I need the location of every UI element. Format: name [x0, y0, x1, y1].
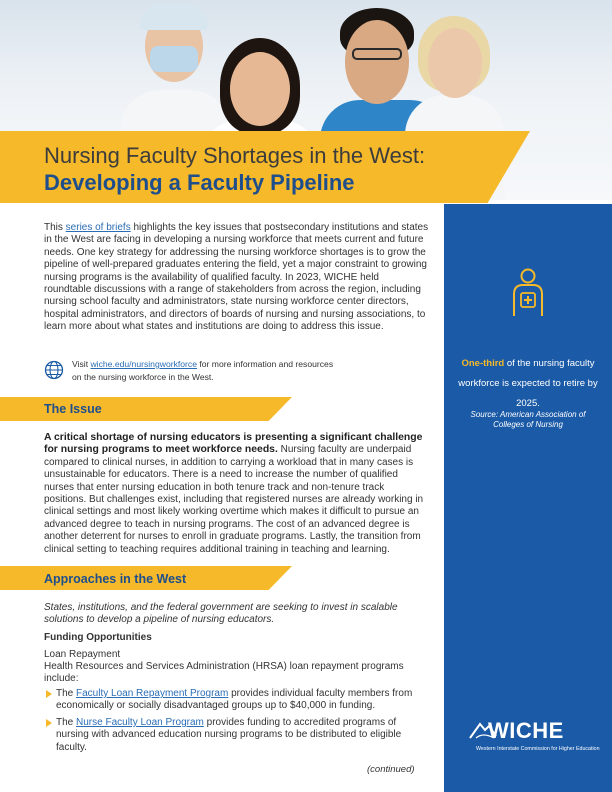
intro-paragraph [44, 222, 429, 334]
approaches-intro: States, institutions, and the federal government are seeking to invest in scalable solutions to develop a pipeline of nursing educators. [44, 602, 398, 626]
stat-source: Source: American Association of Colleges of Nursing [470, 410, 586, 429]
logo-wordmark: WICHE [488, 718, 564, 743]
bullet-triangle-icon [46, 690, 52, 698]
intro-body: highlights the key issues that postsecondary institutions and states in the West are facing in developing a nursing workforce that meets current and future needs. One key strategy for addressing the nursing workforce shortages is to grow the pipeline of well-prepared graduates entering the field, yet a major constraint to growing nursing programs is the availability of qualified faculty. In 2023, WICHE held roundtable discussions with a range of stakeholders from across the region, including nursing school faculty and administrators, state nursing workforce center directors, hospital administrators, and directors of boards of nursing and nursing associations, to learn more about what states and institutions are doing to address this issue. [44, 222, 429, 333]
nurse-faculty-loan-link[interactable]: Nurse Faculty Loan Program [76, 717, 204, 728]
bullet-triangle-icon [46, 719, 52, 727]
loan-text: Health Resources and Services Administration (HRSA) loan repayment programs include: [44, 661, 404, 685]
loan-heading: Loan Repayment [44, 649, 121, 660]
continued-note: (continued) [367, 764, 415, 775]
logo-tagline: Western Interstate Commission for Higher Education [476, 746, 600, 752]
bullet-prefix: The [56, 717, 77, 728]
faculty-loan-repayment-link[interactable]: Faculty Loan Repayment Program [76, 688, 229, 699]
page-title-line2: Developing a Faculty Pipeline [44, 170, 355, 195]
issue-paragraph [44, 432, 424, 556]
approaches-heading: Approaches in the West [44, 572, 187, 586]
bullet-text: provides individual faculty members from economically or socially disadvantaged groups up to $40,000 in funding. [56, 688, 413, 712]
stat-rest: of the nursing faculty workforce is expected to retire by 2025. [458, 358, 598, 409]
issue-lead: A critical shortage of nursing educators is presenting a significant challenge for nursing programs to meet workforce needs. [44, 432, 423, 456]
stat-text [458, 354, 598, 414]
stat-highlight: One-third [461, 358, 505, 369]
visit-text [72, 358, 333, 383]
visit-row [44, 358, 424, 386]
bullet-text: provides funding to accredited programs of nursing with advanced education nursing programs to be distributed to eligible faculty. [56, 717, 402, 753]
page-title-line1: Nursing Faculty Shortages in the West: [44, 143, 426, 168]
list-item [44, 688, 424, 713]
visit-line2: on the nursing workforce in the West. [72, 371, 214, 382]
nurse-icon [510, 268, 546, 318]
funding-heading: Funding Opportunities [44, 632, 152, 643]
series-of-briefs-link[interactable]: series of briefs [65, 222, 131, 233]
visit-prefix: Visit [72, 359, 91, 369]
stat-sidebar [444, 204, 612, 792]
list-item [44, 717, 424, 754]
issue-body: Nursing faculty are underpaid compared to clinical nurses, in addition to carrying a workload that in many cases is unsustainable for educators. There is a need to increase the number of qualified nurses that enter nursing education in both tenure track and non-tenure track positions. But challenges exist, including that registered nurses are already working in clinical settings and most likely working overtime which makes it difficult to pursue an advanced degree to teach in nursing programs. The cost of an advanced degree is another deterrent for nurses to enroll in graduate programs. Lastly, the transition from clinical setting to teaching requires additional training in teaching and learning. [44, 444, 424, 555]
wiche-logo [464, 716, 604, 760]
globe-icon [44, 360, 64, 380]
bullet-prefix: The [56, 688, 77, 699]
intro-prefix: This [44, 222, 66, 233]
nursingworkforce-link[interactable]: wiche.edu/nursingworkforce [90, 359, 197, 369]
issue-heading: The Issue [44, 402, 102, 416]
visit-suffix: for more information and resources [197, 359, 334, 369]
